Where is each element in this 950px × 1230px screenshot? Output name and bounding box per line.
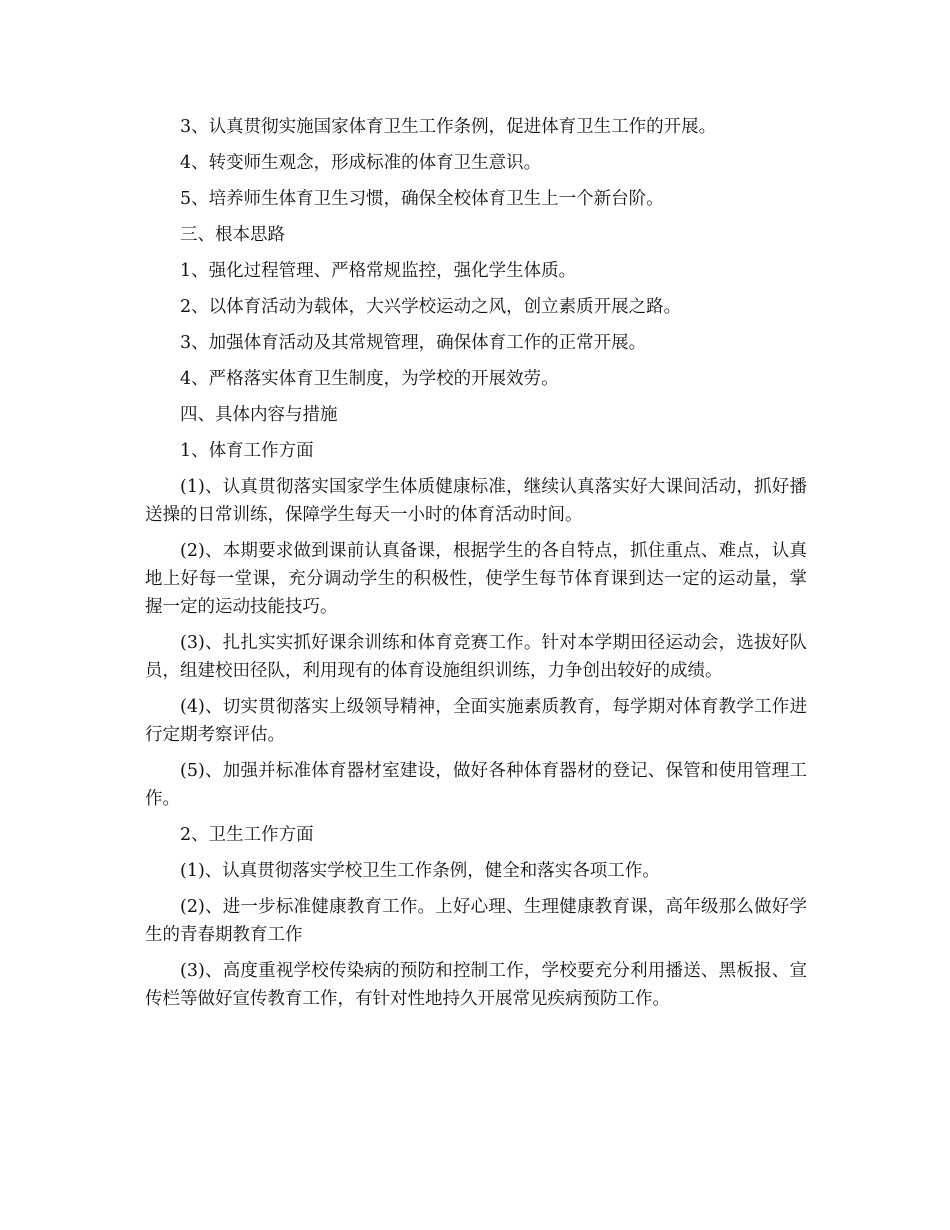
paragraph-pe-1: (1)、认真贯彻落实国家学生体质健康标准，继续认真落实好大课间活动，抓好播送操的日常训练，保障学生每天一小时的体育活动时间。 bbox=[145, 477, 807, 525]
paragraph-item-5-habits: 5、培养师生体育卫生习惯，确保全校体育卫生上一个新台阶。 bbox=[180, 189, 664, 209]
paragraph-pe-3: (3)、扎扎实实抓好课余训练和体育竞赛工作。针对本学期田径运动会，选拔好队员，组建校田径队，利用现有的体育设施组织训练，力争创出较好的成绩。 bbox=[145, 633, 807, 681]
paragraph-health-2: (2)、进一步标准健康教育工作。上好心理、生理健康教育课，高年级那么做好学生的青春期教育工作 bbox=[145, 897, 807, 945]
paragraph-item-4-awareness: 4、转变师生观念，形成标准的体育卫生意识。 bbox=[180, 153, 542, 173]
paragraph-approach-3: 3、加强体育活动及其常规管理，确保体育工作的正常开展。 bbox=[180, 333, 647, 353]
paragraph-item-3-regulations: 3、认真贯彻实施国家体育卫生工作条例，促进体育卫生工作的开展。 bbox=[180, 117, 717, 137]
subsection-heading-health-work: 2、卫生工作方面 bbox=[180, 825, 314, 845]
document-body bbox=[145, 113, 807, 1021]
section-heading-basic-approach: 三、根本思路 bbox=[180, 225, 285, 245]
subsection-heading-pe-work: 1、体育工作方面 bbox=[180, 441, 314, 461]
paragraph-approach-1: 1、强化过程管理、严格常规监控，强化学生体质。 bbox=[180, 261, 577, 281]
section-heading-content-measures: 四、具体内容与措施 bbox=[180, 405, 338, 425]
paragraph-approach-4: 4、严格落实体育卫生制度，为学校的开展效劳。 bbox=[180, 369, 559, 389]
paragraph-pe-4: (4)、切实贯彻落实上级领导精神，全面实施素质教育，每学期对体育教学工作进行定期考察评估。 bbox=[145, 697, 807, 745]
paragraph-approach-2: 2、以体育活动为载体，大兴学校运动之风，创立素质开展之路。 bbox=[180, 297, 682, 317]
paragraph-pe-5: (5)、加强并标准体育器材室建设，做好各种体育器材的登记、保管和使用管理工作。 bbox=[145, 761, 807, 809]
paragraph-health-3: (3)、高度重视学校传染病的预防和控制工作，学校要充分利用播送、黑板报、宣传栏等做好宣传教育工作，有针对性地持久开展常见疾病预防工作。 bbox=[145, 961, 807, 1009]
paragraph-pe-2: (2)、本期要求做到课前认真备课，根据学生的各自特点，抓住重点、难点，认真地上好每一堂课，充分调动学生的积极性，使学生每节体育课到达一定的运动量，掌握一定的运动技能技巧。 bbox=[145, 541, 807, 617]
paragraph-health-1: (1)、认真贯彻落实学校卫生工作条例，健全和落实各项工作。 bbox=[180, 861, 660, 881]
